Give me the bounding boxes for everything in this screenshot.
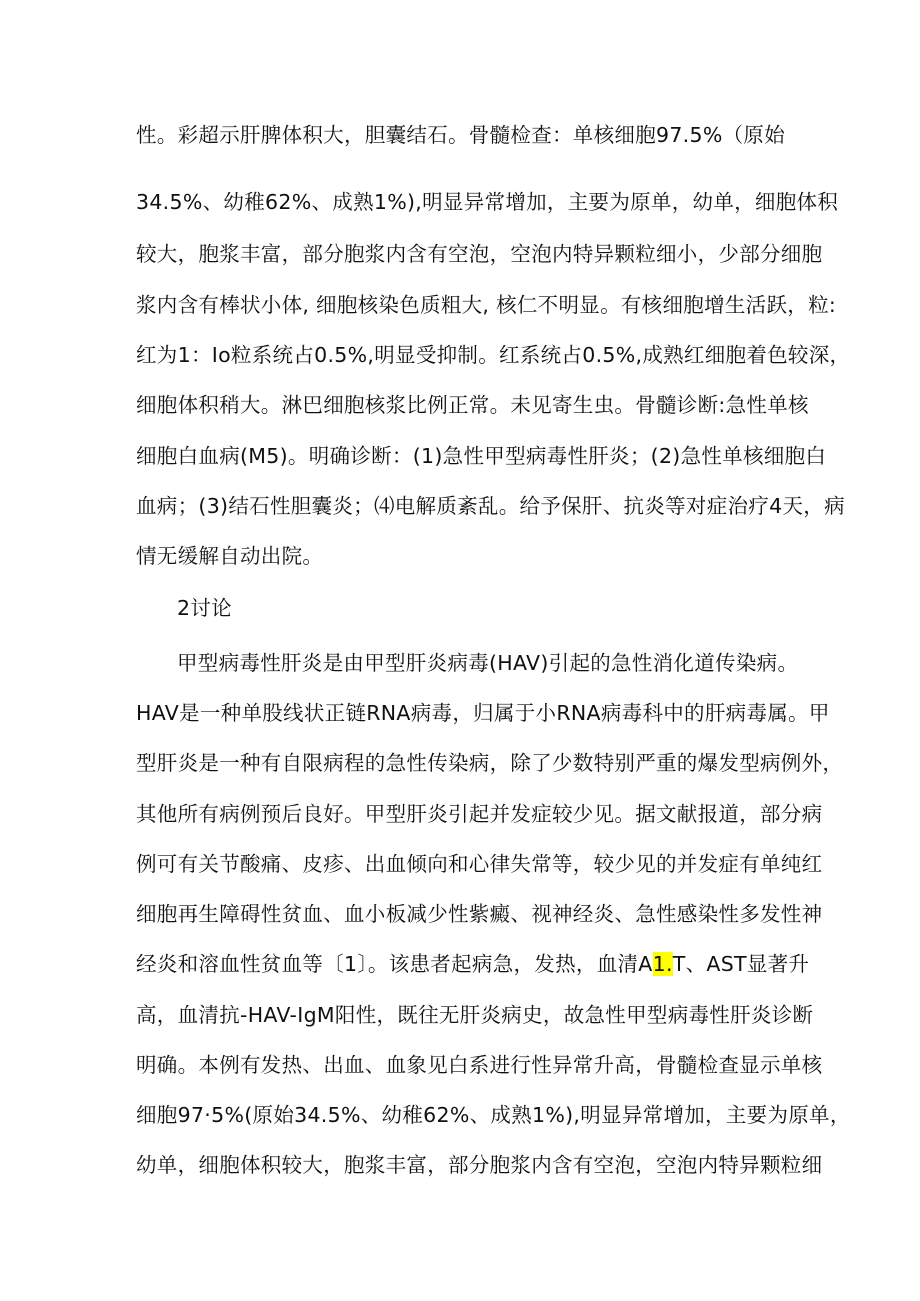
paragraph-line: 例可有关节酸痛、皮疹、出血倾向和心律失常等，较少见的并发症有单纯红 bbox=[136, 852, 823, 876]
paragraph-line: 血病；(3)结石性胆囊炎；⑷电解质紊乱。给予保肝、抗炎等对症治疗4天，病 bbox=[136, 494, 845, 518]
paragraph-line: 甲型病毒性肝炎是由甲型肝炎病毒(HAV)引起的急性消化道传染病。 bbox=[177, 651, 799, 675]
paragraph-line: 细胞体积稍大。淋巴细胞核浆比例正常。未见寄生虫。骨髓诊断:急性单核 bbox=[136, 393, 809, 417]
section-heading: 2讨论 bbox=[177, 596, 232, 620]
paragraph-line: 明确。本例有发热、出血、血象见白系进行性异常升高，骨髓检查显示单核 bbox=[136, 1053, 823, 1077]
paragraph-line: 34.5%、幼稚62%、成熟1%),明显异常增加，主要为原单，幼单，细胞体积 bbox=[136, 190, 839, 214]
paragraph-line: 高，血清抗-HAV-IgM阳性，既往无肝炎病史，故急性甲型病毒性肝炎诊断 bbox=[136, 1003, 814, 1027]
paragraph-line: 细胞白血病(M5)。明确诊断：(1)急性甲型病毒性肝炎；(2)急性单核细胞白 bbox=[136, 444, 827, 468]
paragraph-line: 情无缓解自动出院。 bbox=[136, 544, 324, 568]
paragraph-line: 幼单，细胞体积较大，胞浆丰富，部分胞浆内含有空泡，空泡内特异颗粒细 bbox=[136, 1153, 823, 1177]
paragraph-line: 性。彩超示肝脾体积大，胆囊结石。骨髓检查：单核细胞97.5%（原始 bbox=[136, 123, 786, 147]
line-text: T、AST显著升 bbox=[672, 952, 810, 976]
paragraph-line bbox=[136, 949, 809, 979]
paragraph-line: 浆内含有棒状小体, 细胞核染色质粗大, 核仁不明显。有核细胞增生活跃，粒: bbox=[136, 293, 837, 317]
paragraph-line: 细胞97·5%(原始34.5%、幼稚62%、成熟1%),明显异常增加，主要为原单， bbox=[136, 1103, 851, 1127]
paragraph-line: 较大，胞浆丰富，部分胞浆内含有空泡，空泡内特异颗粒细小，少部分细胞 bbox=[136, 242, 823, 266]
paragraph-line: 红为1：Io粒系统占0.5%,明显受抑制。红系统占0.5%,成熟红细胞着色较深， bbox=[136, 343, 851, 367]
highlighted-text: 1. bbox=[652, 952, 673, 976]
paragraph-line: 型肝炎是一种有自限病程的急性传染病，除了少数特别严重的爆发型病例外， bbox=[136, 751, 844, 775]
paragraph-line: HAV是一种单股线状正链RNA病毒，归属于小RNA病毒科中的肝病毒属。甲 bbox=[136, 701, 830, 725]
paragraph-line: 其他所有病例预后良好。甲型肝炎引起并发症较少见。据文献报道，部分病 bbox=[136, 802, 823, 826]
line-text: 经炎和溶血性贫血等〔1〕。该患者起病急，发热，血清A bbox=[136, 952, 653, 976]
paragraph-line: 细胞再生障碍性贫血、血小板减少性紫癜、视神经炎、急性感染性多发性神 bbox=[136, 902, 823, 926]
